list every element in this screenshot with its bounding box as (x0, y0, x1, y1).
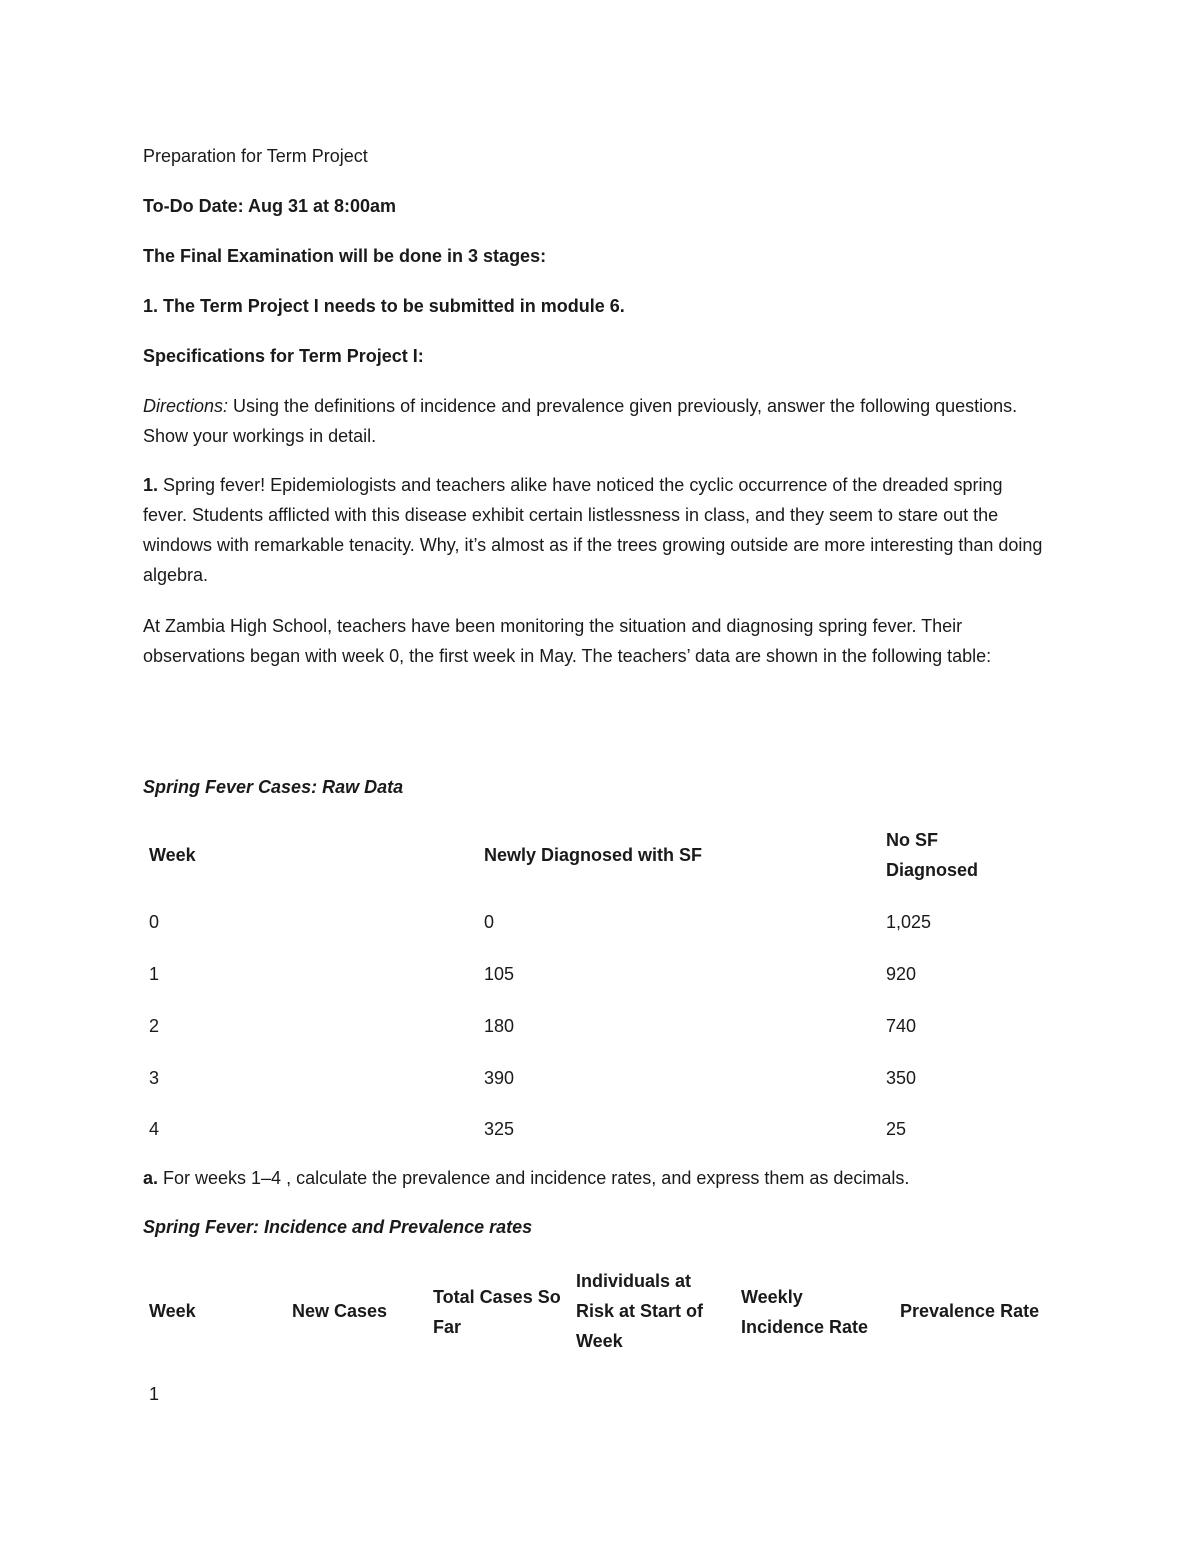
directions-text: Using the definitions of incidence and prevalence given previously, answer the following questions. Show your workings in detail. (143, 396, 1018, 446)
table-1-cell: 325 (484, 1119, 515, 1139)
todo-date: To-Do Date: Aug 31 at 8:00am (143, 196, 397, 216)
question-1-number: 1. (143, 475, 159, 495)
final-exam-intro: The Final Examination will be done in 3 stages: (143, 246, 547, 266)
table-1-cell: 0 (149, 912, 160, 932)
table-1-cell: 740 (886, 1016, 917, 1036)
question-1-paragraph (143, 470, 1043, 590)
table-2-header-week: Week (149, 1301, 196, 1321)
stage-1-note: 1. The Term Project I needs to be submitted in module 6. (143, 296, 625, 316)
specifications-heading: Specifications for Term Project I: (143, 346, 424, 366)
table-1-cell: 180 (484, 1016, 515, 1036)
table-1-cell: 4 (149, 1119, 160, 1139)
table-1-cell: 3 (149, 1068, 160, 1088)
question-1-text: Spring fever! Epidemiologists and teachers alike have noticed the cyclic occurrence of the dreaded spring fever. Students afflicted with this disease exhibit certain listlessness in class, and they seem to stare out the windows with remarkable tenacity. Why, it’s almost as if the trees growing outside are more interesting than doing algebra. (143, 475, 1043, 585)
table-1-header-week: Week (149, 845, 196, 865)
table-1-cell: 350 (886, 1068, 917, 1088)
question-a-paragraph (143, 1163, 1043, 1193)
table-1-cell: 1,025 (886, 912, 932, 932)
question-a-label: a. (143, 1168, 159, 1188)
zambia-paragraph: At Zambia High School, teachers have been monitoring the situation and diagnosing spring fever. Their observations began with week 0, the first week in May. The teachers’ data are shown in the following table: (143, 616, 992, 666)
directions-paragraph (143, 391, 1043, 451)
table-2-header-individuals-at-risk: Individuals at Risk at Start of Week (576, 1271, 704, 1351)
table-1-cell: 1 (149, 964, 160, 984)
table-1-cell: 0 (484, 912, 495, 932)
table-1-cell: 920 (886, 964, 917, 984)
table-2-header-total-cases: Total Cases So Far (433, 1287, 561, 1337)
table-2-header-new-cases: New Cases (292, 1301, 388, 1321)
table-2-title: Spring Fever: Incidence and Prevalence rates (143, 1217, 533, 1237)
document-title: Preparation for Term Project (143, 146, 368, 166)
table-1-header-no-sf-diagnosed: No SF Diagnosed (886, 830, 979, 880)
table-1-cell: 2 (149, 1016, 160, 1036)
table-1-cell: 105 (484, 964, 515, 984)
directions-label: Directions: (143, 396, 229, 416)
question-a-text: For weeks 1–4 , calculate the prevalence and incidence rates, and express them as decimals. (158, 1168, 910, 1188)
table-1-header-newly-diagnosed: Newly Diagnosed with SF (484, 845, 703, 865)
table-2-cell: 1 (149, 1384, 160, 1404)
table-1-cell: 25 (886, 1119, 907, 1139)
table-2-header-prevalence: Prevalence Rate (900, 1301, 1040, 1321)
table-2-header-weekly-incidence: Weekly Incidence Rate (741, 1287, 869, 1337)
table-1-cell: 390 (484, 1068, 515, 1088)
table-1-title: Spring Fever Cases: Raw Data (143, 777, 404, 797)
